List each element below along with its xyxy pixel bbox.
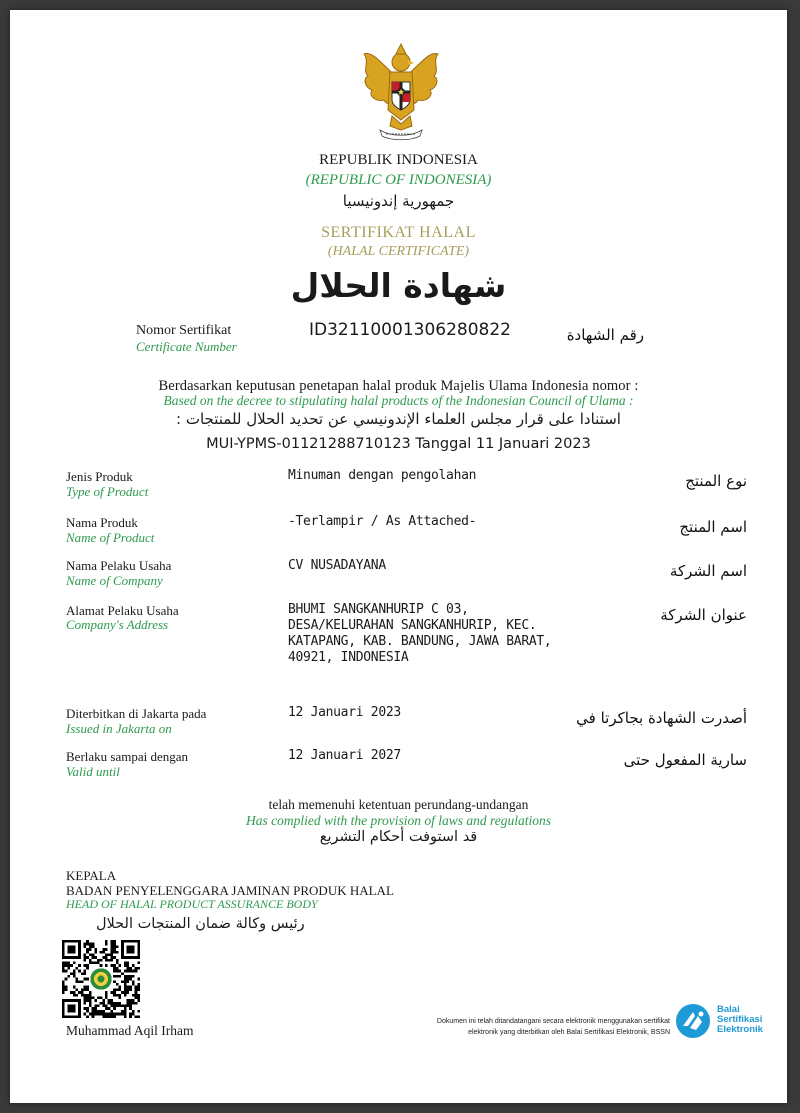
address-label-ar: عنوان الشركة <box>660 606 747 624</box>
address-line-1: BHUMI SANGKANHURIP C 03, <box>288 602 469 617</box>
product-name-label-ar: اسم المنتج <box>679 518 747 536</box>
valid-value: 12 Januari 2027 <box>288 748 401 763</box>
cert-title-id: SERTIFIKAT HALAL <box>321 224 476 241</box>
cert-number-label-en: Certificate Number <box>136 339 237 354</box>
decree-text-ar: استنادا على قرار مجلس العلماء الإندونيسي عن تحديد الحلال للمنتجات : <box>176 410 621 428</box>
garuda-emblem-icon <box>356 40 446 142</box>
address-line-2: DESA/KELURAHAN SANGKANHURIP, KEC. <box>288 618 537 633</box>
type-label-id: Jenis Produk <box>66 469 133 484</box>
cert-title-ar: شهادة الحلال <box>290 266 507 305</box>
esign-note <box>370 1016 670 1038</box>
country-name-ar: جمهورية إندونيسيا <box>342 192 455 210</box>
compliance-text-ar: قد استوفت أحكام التشريع <box>319 829 478 845</box>
bsre-line-1: Balai <box>717 1004 740 1015</box>
issued-label-en: Issued in Jakarta on <box>66 721 172 736</box>
type-label-en: Type of Product <box>66 484 149 499</box>
country-name-en: (REPUBLIC OF INDONESIA) <box>305 172 492 188</box>
esign-note-line-2: elektronik yang diterbitkan oleh Balai Sertifikasi Elektronik, BSSN <box>468 1029 670 1036</box>
address-label-en: Company's Address <box>66 617 169 632</box>
cert-title-en: (HALAL CERTIFICATE) <box>327 244 470 259</box>
company-label-ar: اسم الشركة <box>669 562 747 580</box>
certificate-page <box>10 10 787 1103</box>
qr-code-icon <box>62 940 140 1018</box>
product-name-value: -Terlampir / As Attached- <box>288 514 477 529</box>
signatory-name: Muhammad Aqil Irham <box>66 1023 194 1038</box>
company-label-en: Name of Company <box>66 573 163 588</box>
type-value: Minuman dengan pengolahan <box>288 468 477 483</box>
issued-label-ar: أصدرت الشهادة بجاكرتا في <box>576 709 747 727</box>
esign-note-line-1: Dokumen ini telah ditandatangani secara elektronik menggunakan sertifikat <box>436 1018 670 1025</box>
country-name-id: REPUBLIK INDONESIA <box>319 152 478 168</box>
address-line-4: 40921, INDONESIA <box>288 650 409 665</box>
compliance-text-en: Has complied with the provision of laws and regulations <box>246 813 551 828</box>
bsre-line-3: Elektronik <box>717 1024 763 1035</box>
issued-value: 12 Januari 2023 <box>288 705 401 720</box>
valid-label-ar: سارية المفعول حتى <box>623 751 747 769</box>
signatory-title-en: HEAD OF HALAL PRODUCT ASSURANCE BODY <box>66 897 318 911</box>
valid-label-en: Valid until <box>66 764 120 779</box>
type-label-ar: نوع المنتج <box>685 472 747 490</box>
issued-label-id: Diterbitkan di Jakarta pada <box>66 706 207 721</box>
signatory-title-ar: رئيس وكالة ضمان المنتجات الحلال <box>96 916 305 932</box>
decree-text-en: Based on the decree to stipulating halal products of the Indonesian Council of Ulama : <box>163 393 634 408</box>
cert-number-label-ar: رقم الشهادة <box>566 326 644 344</box>
signatory-title-1: KEPALA <box>66 868 117 883</box>
decree-text-id: Berdasarkan keputusan penetapan halal produk Majelis Ulama Indonesia nomor : <box>158 378 639 394</box>
company-value: CV NUSADAYANA <box>288 558 386 573</box>
signatory-title-2: BADAN PENYELENGGARA JAMINAN PRODUK HALAL <box>66 883 394 898</box>
valid-label-id: Berlaku sampai dengan <box>66 749 189 764</box>
halal-logo-icon <box>89 967 113 991</box>
company-label-id: Nama Pelaku Usaha <box>66 558 172 573</box>
cert-number-value: ID32110001306280822 <box>309 320 511 340</box>
bsre-logo-icon <box>674 1002 712 1040</box>
compliance-text-id: telah memenuhi ketentuan perundang-undangan <box>268 797 529 812</box>
cert-number-label-id: Nomor Sertifikat <box>136 323 232 338</box>
decree-number: MUI-YPMS-01121288710123 Tanggal 11 Januari 2023 <box>206 436 591 452</box>
bsre-wordmark <box>717 1005 763 1035</box>
product-name-label-en: Name of Product <box>66 530 155 545</box>
address-label-id: Alamat Pelaku Usaha <box>66 603 179 618</box>
bsre-line-2: Sertifikasi <box>717 1014 763 1025</box>
product-name-label-id: Nama Produk <box>66 515 138 530</box>
address-line-3: KATAPANG, KAB. BANDUNG, JAWA BARAT, <box>288 634 552 649</box>
